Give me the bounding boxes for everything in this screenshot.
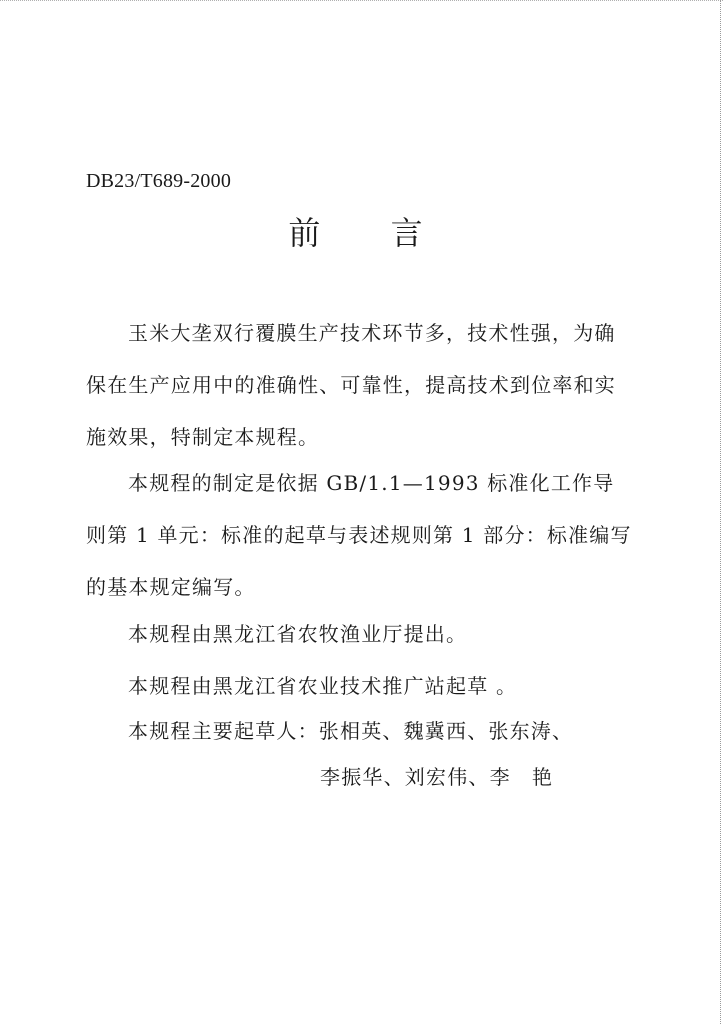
paragraph-basis: 本规程的制定是依据 GB/1.1—1993 标准化工作导则第 1 单元：标准的起草与表述规则第 1 部分：标准编写的基本规定编写。 bbox=[86, 471, 632, 599]
page-border-right bbox=[719, 0, 721, 1024]
paragraph-authors-continued: 李振华、刘宏伟、李 艳 bbox=[320, 765, 554, 789]
paragraph-proposer: 本规程由黑龙江省农牧渔业厅提出。 bbox=[128, 622, 468, 646]
page-title: 前 言 bbox=[288, 214, 453, 252]
paragraph-drafter: 本规程由黑龙江省农业技术推广站起草 。 bbox=[128, 674, 518, 698]
paragraph-purpose: 玉米大垄双行覆膜生产技术环节多，技术性强，为确保在生产应用中的准确性、可靠性，提高技术到位率和实施效果，特制定本规程。 bbox=[86, 321, 616, 449]
standard-code: DB23/T689-2000 bbox=[86, 170, 232, 192]
page-border-top bbox=[0, 0, 723, 2]
paragraph-authors: 本规程主要起草人：张相英、魏冀西、张东涛、 bbox=[128, 719, 574, 743]
